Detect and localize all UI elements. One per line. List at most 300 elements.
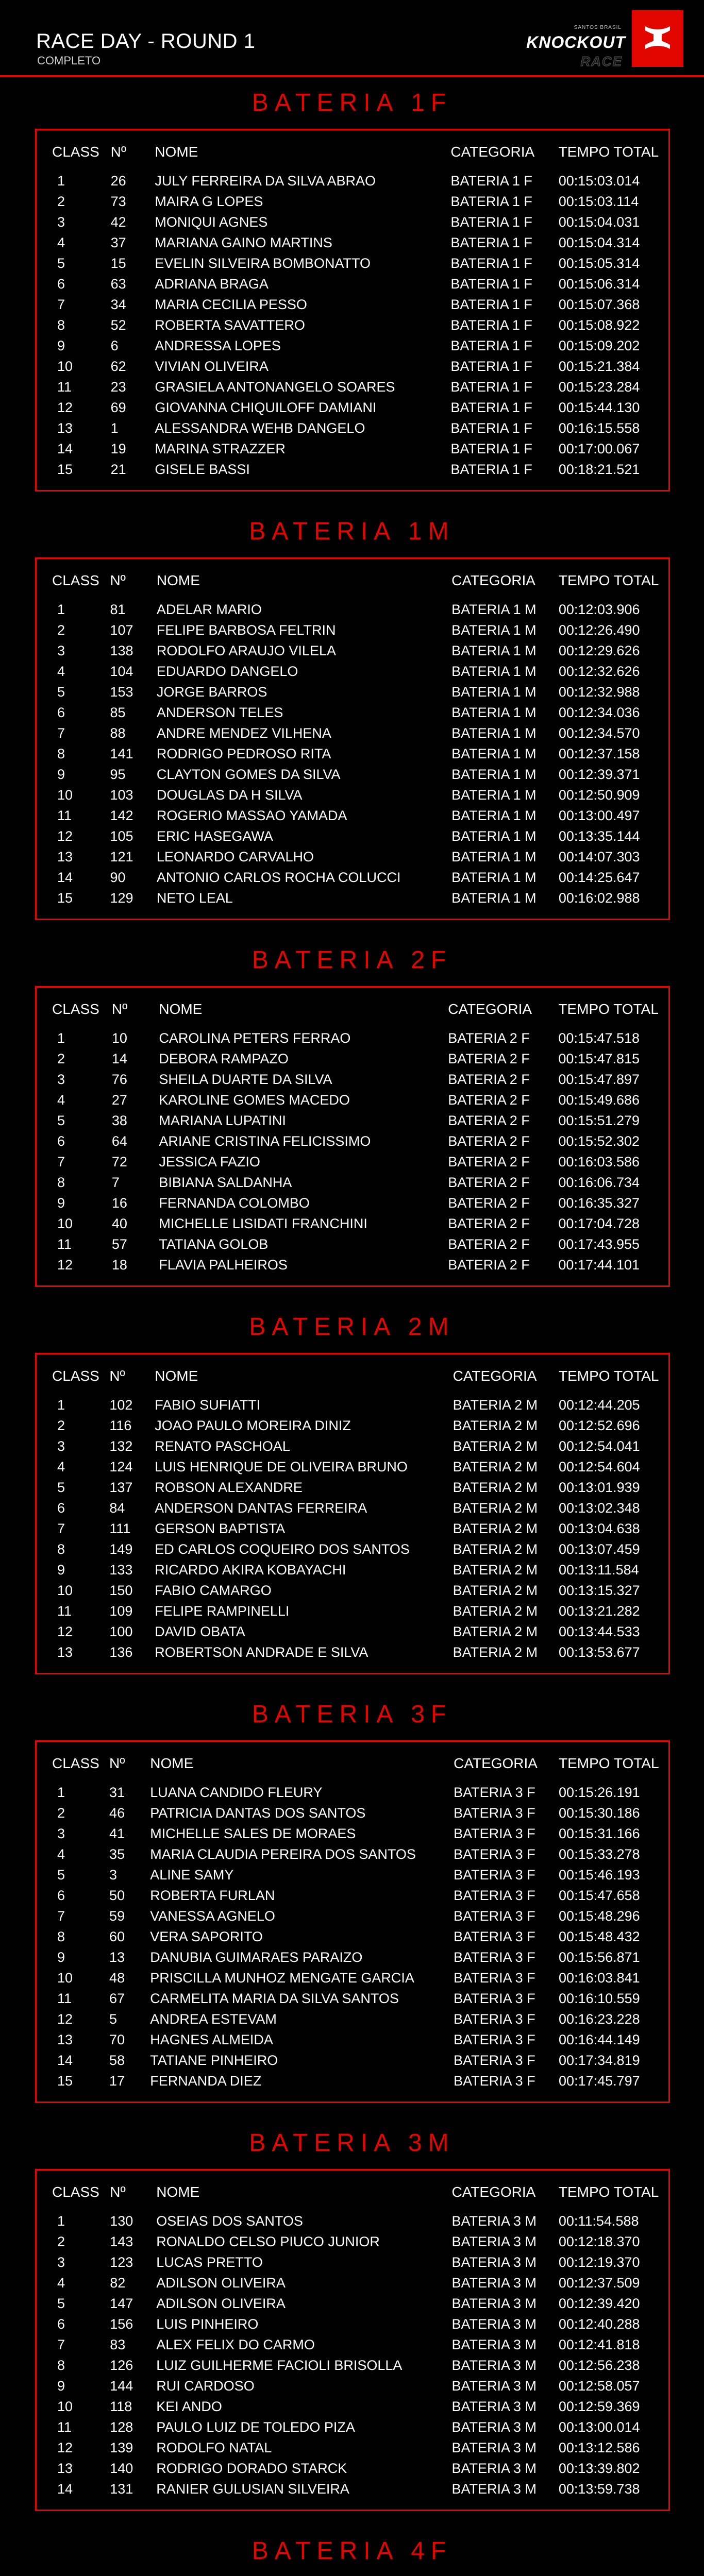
cell-class: 14 <box>57 440 73 456</box>
cell-category: BATERIA 1 M <box>451 766 537 782</box>
cell-class: 12 <box>57 1257 73 1273</box>
cell-class: 8 <box>57 1541 65 1557</box>
table-row <box>52 723 660 743</box>
cell-class: 5 <box>57 255 65 271</box>
column-header-class: CLASS <box>52 1755 99 1771</box>
cell-class: 4 <box>57 234 65 250</box>
cell-time: 00:12:37.158 <box>558 745 640 761</box>
cell-time: 00:12:39.420 <box>558 2295 640 2311</box>
cell-category: BATERIA 2 F <box>448 1092 530 1108</box>
table-row <box>52 620 660 640</box>
cell-time: 00:11:54.588 <box>558 2213 639 2229</box>
cell-class: 2 <box>57 1050 65 1066</box>
cell-num: 42 <box>110 214 126 230</box>
cell-num: 90 <box>110 869 126 885</box>
cell-category: BATERIA 2 M <box>452 1479 538 1495</box>
cell-class: 8 <box>57 317 65 333</box>
column-header-name: NOME <box>155 144 198 160</box>
table-row <box>52 2273 660 2293</box>
cell-category: BATERIA 2 F <box>448 1174 530 1190</box>
cell-num: 81 <box>110 601 126 617</box>
cell-time: 00:12:29.626 <box>558 642 640 658</box>
cell-num: 19 <box>110 440 126 456</box>
cell-category: BATERIA 1 M <box>451 622 537 638</box>
cell-time: 00:15:52.302 <box>558 1133 640 1149</box>
cell-time: 00:15:23.284 <box>558 379 640 395</box>
cell-category: BATERIA 3 M <box>451 2316 537 2332</box>
cell-class: 11 <box>57 1990 72 2006</box>
cell-time: 00:15:48.296 <box>559 1908 640 1924</box>
cell-class: 7 <box>57 1154 65 1170</box>
cell-category: BATERIA 2 M <box>452 1397 538 1413</box>
cell-time: 00:17:45.797 <box>559 2073 640 2089</box>
cell-class: 13 <box>57 2031 73 2047</box>
cell-time: 00:13:02.348 <box>559 1500 640 1516</box>
cell-name: ED CARLOS COQUEIRO DOS SANTOS <box>155 1541 410 1557</box>
cell-name: ERIC HASEGAWA <box>156 828 273 844</box>
cell-class: 14 <box>57 2481 73 2497</box>
table-row <box>52 1844 660 1865</box>
table-row <box>52 2252 660 2273</box>
cell-num: 133 <box>109 1562 133 1578</box>
cell-time: 00:15:48.432 <box>559 1928 640 1944</box>
cell-category: BATERIA 1 M <box>451 807 537 823</box>
cell-num: 15 <box>110 255 126 271</box>
cell-time: 00:15:51.279 <box>558 1112 640 1128</box>
cell-class: 1 <box>57 1784 65 1800</box>
cell-class: 3 <box>57 2254 65 2270</box>
page-title: RACE DAY - ROUND 1 <box>36 30 256 53</box>
cell-num: 38 <box>111 1112 127 1128</box>
column-header-name: NOME <box>155 1368 198 1384</box>
cell-name: FERNANDA DIEZ <box>150 2073 262 2089</box>
section-title: BATERIA 3M <box>249 2129 455 2157</box>
cell-num: 37 <box>110 234 126 250</box>
cell-category: BATERIA 3 F <box>454 1928 535 1944</box>
cell-category: BATERIA 3 M <box>451 2439 537 2455</box>
table-row <box>52 1642 660 1663</box>
cell-class: 7 <box>57 296 65 312</box>
cell-class: 1 <box>57 1397 65 1413</box>
column-header-category: CATEGORIA <box>451 2184 536 2200</box>
cell-time: 00:15:46.193 <box>559 1867 640 1883</box>
cell-name: LEONARDO CARVALHO <box>156 849 314 865</box>
cell-time: 00:17:44.101 <box>558 1257 640 1273</box>
cell-class: 6 <box>57 276 65 292</box>
cell-time: 00:12:58.057 <box>558 2378 640 2394</box>
column-header-num: Nº <box>109 1755 125 1771</box>
table-row <box>52 1621 660 1642</box>
table-row <box>52 1234 660 1255</box>
cell-num: 16 <box>111 1195 127 1211</box>
cell-name: RODRIGO PEDROSO RITA <box>156 745 331 761</box>
cell-name: VANESSA AGNELO <box>150 1908 275 1924</box>
cell-time: 00:13:04.638 <box>559 1520 640 1536</box>
cell-name: DEBORA RAMPAZO <box>159 1050 289 1066</box>
cell-time: 00:15:26.191 <box>559 1784 640 1800</box>
table-row <box>52 1477 660 1498</box>
cell-time: 00:16:06.734 <box>558 1174 640 1190</box>
cell-num: 18 <box>111 1257 127 1273</box>
cell-name: ADILSON OLIVEIRA <box>156 2275 286 2291</box>
table-row <box>52 661 660 682</box>
cell-name: ROBERTSON ANDRADE E SILVA <box>155 1644 368 1660</box>
cell-num: 130 <box>110 2213 133 2229</box>
table-row <box>52 2071 660 2091</box>
cell-time: 00:12:41.818 <box>558 2336 640 2352</box>
cell-num: 3 <box>109 1867 118 1883</box>
cell-category: BATERIA 2 M <box>452 1500 538 1516</box>
cell-time: 00:15:56.871 <box>559 1949 640 1965</box>
cell-num: 84 <box>109 1500 125 1516</box>
cell-category: BATERIA 2 M <box>452 1644 538 1660</box>
cell-name: RENATO PASCHOAL <box>155 1438 290 1454</box>
cell-time: 00:12:50.909 <box>558 787 640 803</box>
cell-class: 11 <box>57 807 72 823</box>
cell-num: 129 <box>110 890 133 906</box>
cell-num: 41 <box>109 1825 125 1841</box>
cell-time: 00:15:49.686 <box>558 1092 640 1108</box>
cell-time: 00:12:19.370 <box>558 2254 640 2270</box>
cell-num: 63 <box>110 276 126 292</box>
table-header-row <box>52 572 660 599</box>
cell-category: BATERIA 1 M <box>451 725 537 741</box>
cell-class: 10 <box>57 1970 73 1986</box>
cell-time: 00:12:03.906 <box>558 601 640 617</box>
cell-category: BATERIA 1 F <box>450 440 532 456</box>
cell-name: FELIPE BARBOSA FELTRIN <box>156 622 336 638</box>
cell-class: 9 <box>57 1562 65 1578</box>
cell-time: 00:12:39.371 <box>558 766 640 782</box>
cell-name: EDUARDO DANGELO <box>156 663 298 679</box>
cell-time: 00:12:34.570 <box>558 725 640 741</box>
cell-category: BATERIA 2 F <box>448 1030 530 1046</box>
cell-time: 00:15:06.314 <box>558 276 640 292</box>
cell-category: BATERIA 1 M <box>451 849 537 865</box>
cell-name: FABIO SUFIATTI <box>155 1397 261 1413</box>
cell-class: 8 <box>57 1174 65 1190</box>
cell-name: ROBSON ALEXANDRE <box>155 1479 303 1495</box>
cell-class: 4 <box>57 1459 65 1475</box>
cell-category: BATERIA 2 F <box>448 1050 530 1066</box>
cell-category: BATERIA 2 F <box>448 1133 530 1149</box>
cell-time: 00:13:35.144 <box>558 828 640 844</box>
cell-category: BATERIA 3 F <box>454 1887 535 1903</box>
cell-class: 4 <box>57 1092 65 1108</box>
cell-num: 88 <box>110 725 126 741</box>
table-row <box>52 2231 660 2252</box>
cell-class: 3 <box>57 1438 65 1454</box>
cell-category: BATERIA 3 F <box>454 1825 535 1841</box>
cell-num: 95 <box>110 766 126 782</box>
cell-name: JULY FERREIRA DA SILVA ABRAO <box>155 173 376 189</box>
cell-class: 14 <box>57 2052 73 2068</box>
cell-name: CAROLINA PETERS FERRAO <box>159 1030 351 1046</box>
cell-time: 00:13:44.533 <box>559 1623 640 1639</box>
cell-name: TATIANA GOLOB <box>159 1236 269 1252</box>
table-row <box>52 702 660 723</box>
cell-num: 34 <box>110 296 126 312</box>
cell-name: PATRICIA DANTAS DOS SANTOS <box>150 1805 366 1821</box>
table-row <box>52 1090 660 1110</box>
table-row <box>52 1518 660 1539</box>
cell-category: BATERIA 1 M <box>451 704 537 720</box>
cell-time: 00:13:12.586 <box>558 2439 640 2455</box>
cell-num: 103 <box>110 787 133 803</box>
column-header-category: CATEGORIA <box>448 1001 532 1017</box>
cell-name: ADRIANA BRAGA <box>155 276 269 292</box>
cell-num: 147 <box>110 2295 133 2311</box>
brand-small-text: SANTOS BRASIL <box>574 25 622 30</box>
cell-time: 00:15:31.166 <box>559 1825 640 1841</box>
cell-name: MARIA CECILIA PESSO <box>155 296 307 312</box>
cell-name: LUANA CANDIDO FLEURY <box>150 1784 323 1800</box>
table-row <box>52 1436 660 1456</box>
table-row <box>52 2050 660 2071</box>
column-header-class: CLASS <box>52 144 99 160</box>
table-row <box>52 640 660 661</box>
table-row <box>52 253 660 274</box>
table-row <box>52 888 660 908</box>
table-row <box>52 764 660 785</box>
cell-name: OSEIAS DOS SANTOS <box>156 2213 303 2229</box>
cell-time: 00:12:56.238 <box>558 2357 640 2373</box>
cell-num: 132 <box>109 1438 133 1454</box>
cell-class: 9 <box>57 337 65 353</box>
event-logo <box>526 10 683 72</box>
cell-class: 5 <box>57 1479 65 1495</box>
table-row <box>52 1069 660 1090</box>
cell-category: BATERIA 3 M <box>451 2254 537 2270</box>
cell-time: 00:13:07.459 <box>559 1541 640 1557</box>
table-row <box>52 1968 660 1988</box>
cell-time: 00:16:15.558 <box>558 420 640 436</box>
cell-time: 00:15:21.384 <box>558 358 640 374</box>
cell-category: BATERIA 1 F <box>450 193 532 209</box>
cell-category: BATERIA 1 F <box>450 255 532 271</box>
cell-category: BATERIA 3 F <box>454 2073 535 2089</box>
cell-class: 12 <box>57 2439 73 2455</box>
results-table-box <box>35 129 670 492</box>
cell-name: GERSON BAPTISTA <box>155 1520 286 1536</box>
cell-time: 00:13:01.939 <box>559 1479 640 1495</box>
cell-category: BATERIA 1 F <box>450 461 532 477</box>
results-table <box>52 2184 660 2499</box>
table-row <box>52 1906 660 1926</box>
cell-time: 00:17:00.067 <box>558 440 640 456</box>
cell-name: LUIS PINHEIRO <box>156 2316 259 2332</box>
cell-class: 6 <box>57 2316 65 2332</box>
cell-category: BATERIA 1 F <box>450 399 532 415</box>
cell-name: FERNANDA COLOMBO <box>159 1195 310 1211</box>
table-row <box>52 377 660 397</box>
cell-class: 9 <box>57 2378 65 2394</box>
cell-class: 3 <box>57 1825 65 1841</box>
cell-category: BATERIA 3 F <box>454 2031 535 2047</box>
cell-num: 126 <box>110 2357 133 2373</box>
cell-time: 00:15:47.518 <box>558 1030 640 1046</box>
table-row <box>52 294 660 315</box>
cell-class: 10 <box>57 2398 73 2414</box>
cell-category: BATERIA 3 F <box>454 1867 535 1883</box>
cell-num: 83 <box>110 2336 126 2352</box>
cell-class: 13 <box>57 2460 73 2476</box>
cell-category: BATERIA 2 F <box>448 1112 530 1128</box>
cell-category: BATERIA 3 F <box>454 1949 535 1965</box>
table-row <box>52 2314 660 2334</box>
cell-class: 4 <box>57 2275 65 2291</box>
column-header-time: TEMPO TOTAL <box>558 2184 659 2200</box>
cell-category: BATERIA 1 F <box>450 214 532 230</box>
cell-category: BATERIA 1 M <box>451 890 537 906</box>
cell-class: 13 <box>57 420 73 436</box>
cell-num: 70 <box>109 2031 125 2047</box>
cell-name: RODOLFO ARAUJO VILELA <box>156 642 336 658</box>
table-row <box>52 1580 660 1601</box>
table-row <box>52 599 660 620</box>
cell-class: 12 <box>57 2011 73 2027</box>
cell-time: 00:17:04.728 <box>558 1215 640 1231</box>
cell-category: BATERIA 1 M <box>451 869 537 885</box>
cell-num: 144 <box>110 2378 133 2394</box>
cell-name: JORGE BARROS <box>156 684 267 700</box>
cell-name: KEI ANDO <box>156 2398 222 2414</box>
table-row <box>52 356 660 377</box>
cell-num: 57 <box>111 1236 127 1252</box>
cell-name: MICHELLE LISIDATI FRANCHINI <box>159 1215 367 1231</box>
cell-category: BATERIA 2 M <box>452 1562 538 1578</box>
cell-category: BATERIA 3 F <box>454 1990 535 2006</box>
cell-num: 58 <box>109 2052 125 2068</box>
table-row <box>52 171 660 191</box>
cell-category: BATERIA 1 M <box>451 642 537 658</box>
cell-name: JESSICA FAZIO <box>159 1154 260 1170</box>
table-row <box>52 315 660 335</box>
table-row <box>52 1048 660 1069</box>
table-header-row <box>52 1368 660 1395</box>
column-header-name: NOME <box>156 572 200 588</box>
table-row <box>52 212 660 232</box>
cell-name: DAVID OBATA <box>155 1623 245 1639</box>
under-armour-logo-icon <box>642 23 673 52</box>
cell-class: 2 <box>57 1417 65 1433</box>
column-header-category: CATEGORIA <box>452 1368 537 1384</box>
results-table <box>52 572 660 908</box>
cell-num: 128 <box>110 2419 133 2435</box>
cell-num: 100 <box>109 1623 133 1639</box>
cell-num: 72 <box>111 1154 127 1170</box>
cell-num: 35 <box>109 1846 125 1862</box>
cell-category: BATERIA 2 F <box>448 1215 530 1231</box>
cell-name: MARIANA LUPATINI <box>159 1112 286 1128</box>
table-row <box>52 1131 660 1151</box>
table-row <box>52 1539 660 1560</box>
cell-num: 73 <box>110 193 126 209</box>
cell-class: 11 <box>57 1603 72 1619</box>
cell-time: 00:15:04.031 <box>558 214 640 230</box>
cell-time: 00:15:30.186 <box>559 1805 640 1821</box>
table-row <box>52 743 660 764</box>
cell-category: BATERIA 3 M <box>451 2295 537 2311</box>
cell-num: 149 <box>109 1541 133 1557</box>
column-header-category: CATEGORIA <box>454 1755 538 1771</box>
table-row <box>52 438 660 459</box>
column-header-class: CLASS <box>52 572 99 588</box>
brand-race-text: RACE <box>580 54 623 69</box>
cell-name: BIBIANA SALDANHA <box>159 1174 292 1190</box>
cell-name: JOAO PAULO MOREIRA DINIZ <box>155 1417 351 1433</box>
cell-name: ROBERTA SAVATTERO <box>155 317 305 333</box>
cell-num: 111 <box>109 1520 131 1536</box>
cell-time: 00:13:11.584 <box>559 1562 639 1578</box>
cell-time: 00:15:47.897 <box>558 1071 640 1087</box>
table-row <box>52 682 660 702</box>
cell-category: BATERIA 1 F <box>450 296 532 312</box>
table-row <box>52 2211 660 2231</box>
cell-time: 00:12:52.696 <box>559 1417 640 1433</box>
cell-category: BATERIA 1 M <box>451 684 537 700</box>
table-row <box>52 1415 660 1436</box>
section-title: BATERIA 2F <box>252 946 452 974</box>
cell-class: 6 <box>57 1133 65 1149</box>
column-header-class: CLASS <box>52 2184 99 2200</box>
cell-time: 00:17:43.955 <box>558 1236 640 1252</box>
cell-name: ANDERSON TELES <box>156 704 283 720</box>
table-row <box>52 1601 660 1621</box>
cell-class: 2 <box>57 622 65 638</box>
table-row <box>52 2396 660 2417</box>
table-row <box>52 2417 660 2437</box>
cell-category: BATERIA 3 M <box>451 2336 537 2352</box>
cell-category: BATERIA 3 F <box>454 2011 535 2027</box>
cell-category: BATERIA 3 F <box>454 1784 535 1800</box>
section-title: BATERIA 1F <box>252 89 452 116</box>
cell-category: BATERIA 3 F <box>454 1970 535 1986</box>
cell-time: 00:15:03.114 <box>558 193 639 209</box>
column-header-time: TEMPO TOTAL <box>558 1001 659 1017</box>
cell-category: BATERIA 1 M <box>451 745 537 761</box>
cell-time: 00:15:07.368 <box>558 296 640 312</box>
cell-time: 00:15:08.922 <box>558 317 640 333</box>
cell-name: SHEILA DUARTE DA SILVA <box>159 1071 332 1087</box>
cell-class: 10 <box>57 1582 73 1598</box>
table-row <box>52 418 660 438</box>
cell-num: 23 <box>110 379 126 395</box>
cell-num: 17 <box>109 2073 125 2089</box>
cell-num: 107 <box>110 622 133 638</box>
column-header-num: Nº <box>110 144 127 160</box>
cell-num: 143 <box>110 2233 133 2249</box>
cell-name: RODOLFO NATAL <box>156 2439 272 2455</box>
cell-num: 60 <box>109 1928 125 1944</box>
cell-name: GRASIELA ANTONANGELO SOARES <box>155 379 395 395</box>
cell-num: 137 <box>109 1479 133 1495</box>
table-header-row <box>52 2184 660 2211</box>
cell-time: 00:14:07.303 <box>558 849 640 865</box>
cell-class: 3 <box>57 642 65 658</box>
table-row <box>52 1865 660 1885</box>
cell-name: PAULO LUIZ DE TOLEDO PIZA <box>156 2419 355 2435</box>
cell-category: BATERIA 1 F <box>450 420 532 436</box>
table-row <box>52 1885 660 1906</box>
cell-num: 104 <box>110 663 133 679</box>
cell-num: 26 <box>110 173 126 189</box>
table-row <box>52 2355 660 2376</box>
cell-class: 11 <box>57 1236 72 1252</box>
results-table-box <box>35 557 670 920</box>
column-header-time: TEMPO TOTAL <box>559 1368 659 1384</box>
table-row <box>52 1498 660 1518</box>
